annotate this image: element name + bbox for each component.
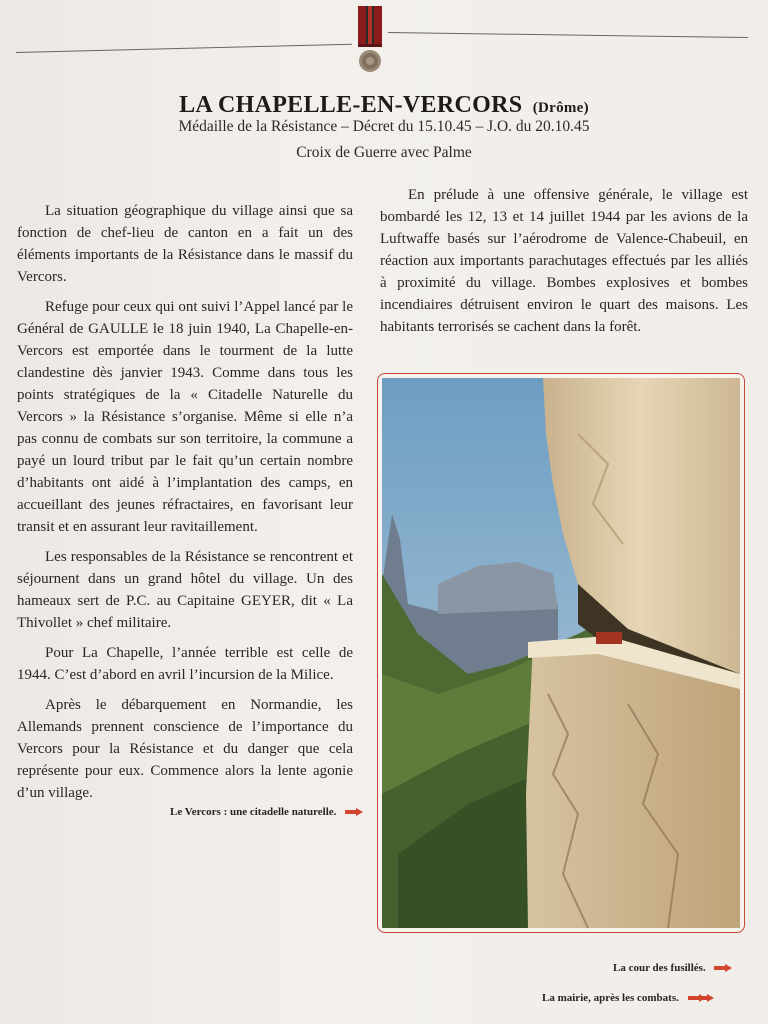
left-paragraph: Refuge pour ceux qui ont suivi l’Appel lancé par le Général de GAULLE le 18 juin 1940, La Chapelle-en-Vercors est emportée dans le tourment de la lutte clandestine dès janvier 1943. Comme dans tous les points stratégiques de la « Citadelle Naturelle du Vercors » la Résistance s’organise. Même si elle n’a pas connu de combats sur son territoire, la commune a payé un lourd tribut par le fait qu’un certain nombre d’habitants ont aidé à l’implantation des camps, en accueillant des jeunes réfractaires, en favorisant leur transit et en assurant leur ravitaillement. bbox=[17, 299, 353, 535]
caption-cour bbox=[613, 962, 732, 974]
caption-mairie bbox=[542, 992, 714, 1004]
left-column bbox=[17, 200, 353, 812]
subtitle-line-1: Médaille de la Résistance – Décret du 15.10.45 – J.O. du 20.10.45 bbox=[178, 118, 590, 135]
medal-icon bbox=[355, 4, 385, 74]
header-rule-left bbox=[16, 44, 352, 53]
left-paragraph: Les responsables de la Résistance se rencontrent et séjournent dans un grand hôtel du village. Un des hameaux sert de P.C. au Capitaine GEYER, dit « La Thivollet » chef militaire. bbox=[17, 549, 353, 631]
left-paragraph: Après le débarquement en Normandie, les Allemands prennent conscience de l’importance du Vercors pour la Résistance et du danger que cela représente pour eux. Commence alors la lente agonie d’un village. bbox=[17, 697, 353, 801]
photo-frame bbox=[377, 373, 745, 933]
arrow-right-icon bbox=[345, 808, 363, 816]
left-paragraph: La situation géographique du village ainsi que sa fonction de chef-lieu de canton en a fait un des éléments importants de la Résistance dans le massif du Vercors. bbox=[17, 203, 353, 285]
photo-caption-text: Le Vercors : une citadelle naturelle. bbox=[170, 806, 337, 818]
vercors-cliff-photo bbox=[378, 374, 744, 932]
right-paragraph: En prélude à une offensive générale, le village est bombardé les 12, 13 et 14 juillet 1944 par les avions de la Luftwaffe basés sur l’aérodrome de Valence-Chabeuil, en réaction aux importants parachutages effectués par les alliés à proximité du village. Bombes explosives et bombes incendiaires détruisent environ le quart des maisons. Les habitants terrorisés se cachent dans la forêt. bbox=[380, 187, 748, 335]
photo-caption bbox=[170, 806, 363, 818]
title-suffix: (Drôme) bbox=[532, 100, 589, 116]
double-arrow-right-icon bbox=[688, 994, 714, 1002]
page-title bbox=[0, 92, 768, 119]
title-text: LA CHAPELLE-EN-VERCORS bbox=[179, 92, 523, 118]
right-column bbox=[380, 184, 748, 346]
caption-mairie-text: La mairie, après les combats. bbox=[542, 992, 679, 1004]
left-paragraph: Pour La Chapelle, l’année terrible est celle de 1944. C’est d’abord en avril l’incursion de la Milice. bbox=[17, 645, 353, 683]
arrow-right-icon bbox=[714, 964, 732, 972]
subtitle-line-2: Croix de Guerre avec Palme bbox=[296, 144, 472, 161]
header-rule-right bbox=[388, 32, 748, 38]
caption-cour-text: La cour des fusillés. bbox=[613, 962, 706, 974]
